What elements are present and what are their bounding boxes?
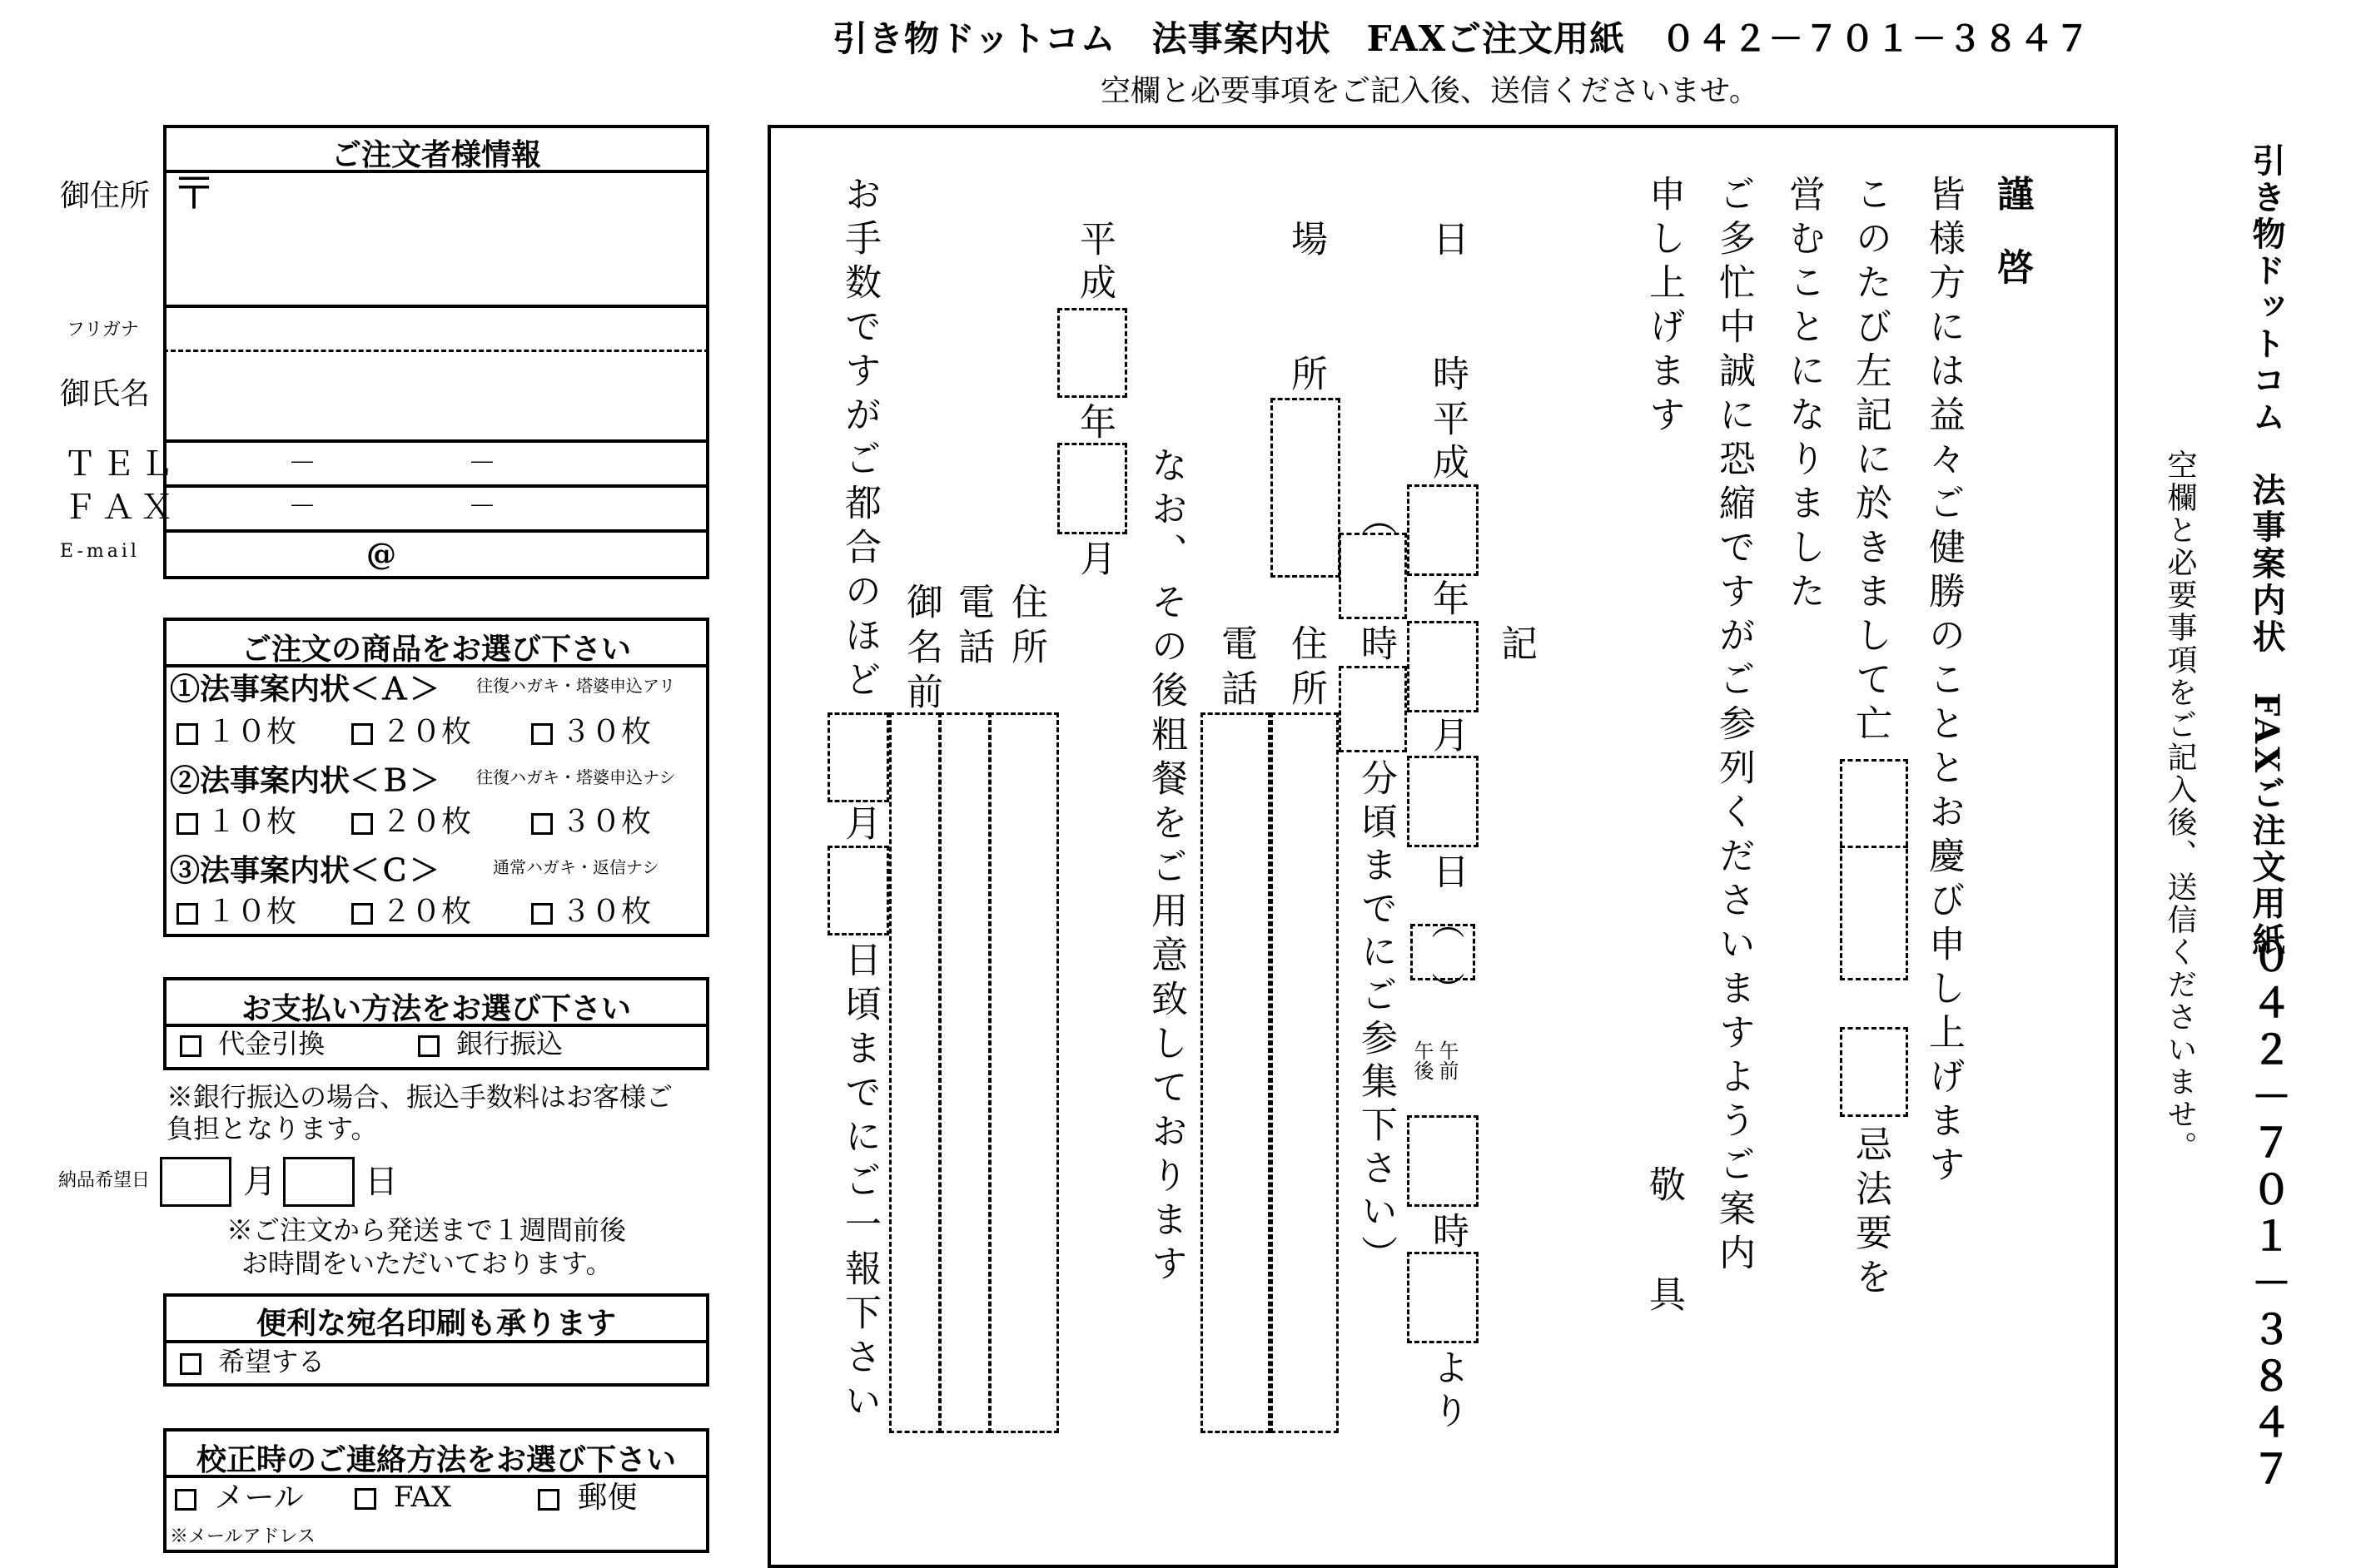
gather-open-paren: （ <box>1354 499 1397 536</box>
furigana-label: フリガナ <box>67 320 139 340</box>
product-a-option-30[interactable]: ３０枚 <box>531 717 651 747</box>
proof-option-post[interactable]: 郵便 <box>538 1483 637 1513</box>
side-subtitle: 空欄と必要事項をご記入後、送信くださいませ。 <box>2163 449 2197 1164</box>
fax-field[interactable] <box>170 489 703 528</box>
product-a-note: 往復ハガキ・塔婆申込アリ <box>476 676 676 696</box>
payment-title: お支払い方法をお選び下さい <box>241 991 631 1026</box>
email-field[interactable] <box>170 534 703 573</box>
tel-field[interactable] <box>170 444 703 483</box>
product-b-option-10[interactable]: １０枚 <box>176 807 296 837</box>
side-phone: ０４２－７０１－３８４７ <box>2244 935 2291 1495</box>
checkbox-icon[interactable] <box>176 903 198 925</box>
deceased-name-field[interactable] <box>1840 759 1908 980</box>
checkbox-icon[interactable] <box>531 723 553 745</box>
product-c-option-30[interactable]: ３０枚 <box>531 897 651 927</box>
delivery-label: 納品希望日 <box>58 1170 151 1191</box>
payment-note-1: ※銀行振込の場合、振込手数料はお客様ご <box>167 1081 674 1113</box>
fax-label: ＦＡＸ <box>63 489 178 527</box>
address-label: 御住所 <box>60 179 151 213</box>
name-field[interactable] <box>170 355 703 438</box>
letter-col-4: ご多忙中誠に恐縮ですがご参列くださいますようご案内 <box>1712 175 1755 1278</box>
reply-request-month-field[interactable] <box>828 712 889 802</box>
datetime-nen: 年 <box>1426 579 1469 616</box>
product-a-option-10[interactable]: １０枚 <box>176 717 296 747</box>
checkbox-icon[interactable] <box>176 723 198 745</box>
delivery-day-field[interactable] <box>283 1157 355 1207</box>
checkbox-icon[interactable] <box>180 1035 201 1057</box>
checkbox-icon[interactable] <box>175 1489 196 1511</box>
payment-note-2: 負担となります。 <box>167 1113 378 1144</box>
delivery-day-label: 日 <box>365 1163 398 1201</box>
checkbox-icon[interactable] <box>176 813 198 835</box>
name-label: 御氏名 <box>60 377 151 411</box>
place-name-field[interactable] <box>1270 398 1340 578</box>
datetime-heisei: 平成 <box>1426 399 1469 486</box>
checkbox-icon[interactable] <box>355 1488 376 1510</box>
customer-info-title: ご注文者様情報 <box>331 137 541 172</box>
datetime-weekday-paren: （ ） <box>1426 906 1464 1005</box>
datetime-weekday-field[interactable] <box>1410 924 1475 980</box>
datetime-pm-label: 午後 <box>1410 1040 1434 1080</box>
checkbox-icon[interactable] <box>418 1035 440 1057</box>
datetime-label: 日 時 <box>1426 220 1469 399</box>
product-b-option-30[interactable]: ３０枚 <box>531 807 651 837</box>
host-name-label: 御名前 <box>900 583 942 717</box>
delivery-note-2: お時間をいただいております。 <box>241 1248 613 1279</box>
product-c-option-10[interactable]: １０枚 <box>176 897 296 927</box>
datetime-yori: より <box>1426 1348 1469 1435</box>
checkbox-icon[interactable] <box>538 1489 559 1511</box>
place-label: 場 所 <box>1285 220 1327 399</box>
memorial-number-field[interactable] <box>1840 1027 1908 1117</box>
address-print-option[interactable]: 希望する <box>180 1348 325 1375</box>
reply-request: お手数ですがご都合のほど <box>838 175 881 704</box>
letter-col-1: 皆様方には益々ご健勝のこととお慶び申し上げます <box>1922 175 1965 1189</box>
place-phone-field[interactable] <box>1200 712 1270 1433</box>
proof-option-fax[interactable]: FAX <box>355 1483 451 1511</box>
letter-col-5: 申し上げます <box>1643 175 1685 439</box>
gather-ji: 時 <box>1354 624 1397 661</box>
furigana-field[interactable] <box>170 310 703 346</box>
datetime-day-field[interactable] <box>1407 756 1479 847</box>
host-address-field[interactable] <box>989 712 1059 1433</box>
side-title: 引き物ドットコム 法事案内状 FAXご注文用紙 <box>2247 143 2286 960</box>
delivery-month-field[interactable] <box>160 1157 231 1207</box>
datetime-month-field[interactable] <box>1407 621 1479 712</box>
product-a-name: ①法事案内状＜Ａ＞ <box>170 672 440 707</box>
letter-col-3: 営むことになりました <box>1782 175 1825 616</box>
datetime-gatsu: 月 <box>1426 716 1469 752</box>
product-c-name: ③法事案内状＜Ｃ＞ <box>170 853 440 888</box>
products-title: ご注文の商品をお選び下さい <box>241 632 631 667</box>
gather-hour-field[interactable] <box>1339 533 1407 619</box>
payment-option-cod[interactable]: 代金引換 <box>180 1030 325 1057</box>
address-field[interactable] <box>216 175 699 300</box>
reply-request-day-field[interactable] <box>828 846 889 935</box>
place-phone-label: 電話 <box>1215 624 1257 714</box>
fax-dash-2: － <box>468 490 496 523</box>
datetime-am-label: 午前 <box>1435 1040 1459 1080</box>
reply-heisei: 平成 <box>1073 220 1116 306</box>
address-print-title: 便利な宛名印刷も承ります <box>256 1306 616 1341</box>
datetime-hour-field[interactable] <box>1407 1115 1479 1207</box>
tel-label: ＴＥＬ <box>63 445 178 484</box>
datetime-year-field[interactable] <box>1407 484 1479 576</box>
reply-year-field[interactable] <box>1057 308 1127 398</box>
reply-gatsu: 月 <box>1073 539 1116 576</box>
payment-option-bank[interactable]: 銀行振込 <box>418 1030 563 1057</box>
delivery-month-label: 月 <box>243 1163 276 1201</box>
host-phone-field[interactable] <box>939 712 991 1433</box>
product-b-name: ②法事案内状＜Ｂ＞ <box>170 763 440 798</box>
meal-nao: なお、 <box>1145 446 1187 576</box>
email-at: @ <box>366 537 396 572</box>
host-phone-label: 電話 <box>952 583 994 672</box>
host-address-label: 住所 <box>1005 583 1047 672</box>
reply-month-field[interactable] <box>1057 443 1127 534</box>
reply-request-rest: 日頃までにご一報下さい <box>838 940 881 1426</box>
gather-fun: 分頃までにご参集下さい） <box>1354 759 1397 1278</box>
place-address-field[interactable] <box>1270 712 1339 1433</box>
host-name-field[interactable] <box>889 712 941 1433</box>
proof-title: 校正時のご連絡方法をお選び下さい <box>196 1442 676 1477</box>
email-label: E-mail <box>60 541 140 562</box>
checkbox-icon[interactable] <box>351 903 373 925</box>
product-b-option-20[interactable]: ２０枚 <box>351 807 471 837</box>
tel-dash-1: － <box>288 447 316 480</box>
letter-col-2a: このたび左記に於きまして亡 <box>1849 175 1891 748</box>
checkbox-icon[interactable] <box>351 723 373 745</box>
tel-dash-2: － <box>468 447 496 480</box>
product-a-option-20[interactable]: ２０枚 <box>351 717 471 747</box>
product-c-note: 通常ハガキ・返信ナシ <box>493 857 659 877</box>
letter-closing: 敬 具 <box>1643 1165 1685 1312</box>
header-subtitle: 空欄と必要事項をご記入後、送信くださいませ。 <box>1101 74 1759 108</box>
reply-request-gatsu: 月 <box>838 804 881 841</box>
gather-minute-field[interactable] <box>1339 666 1407 752</box>
delivery-note-1: ※ご注文から発送まで１週間前後 <box>226 1214 627 1246</box>
checkbox-icon[interactable] <box>351 813 373 835</box>
fax-dash-1: － <box>288 490 316 523</box>
reply-nen: 年 <box>1073 403 1116 439</box>
place-address-label: 住所 <box>1285 624 1327 714</box>
checkbox-icon[interactable] <box>531 903 553 925</box>
product-c-option-20[interactable]: ２０枚 <box>351 897 471 927</box>
datetime-ji: 時 <box>1426 1212 1469 1248</box>
checkbox-icon[interactable] <box>180 1353 201 1375</box>
letter-opening: 謹 啓 <box>1991 175 2033 285</box>
meal-notice: その後粗餐をご用意致しております <box>1145 583 1187 1288</box>
datetime-nichi: 日 <box>1426 852 1469 889</box>
header-title: 引き物ドットコム 法事案内状 FAXご注文用紙 ０４２－７０１－３８４７ <box>833 18 2091 59</box>
letter-col-2b: 忌法要を <box>1849 1125 1891 1302</box>
product-b-note: 往復ハガキ・塔婆申込ナシ <box>476 767 676 787</box>
proof-note: ※メールアドレス <box>170 1526 316 1547</box>
letter-ki: 記 <box>1494 624 1537 661</box>
proof-option-mail[interactable]: メール <box>175 1483 304 1513</box>
checkbox-icon[interactable] <box>531 813 553 835</box>
datetime-minute-field[interactable] <box>1407 1252 1479 1343</box>
postal-mark: 〒 <box>171 167 216 220</box>
